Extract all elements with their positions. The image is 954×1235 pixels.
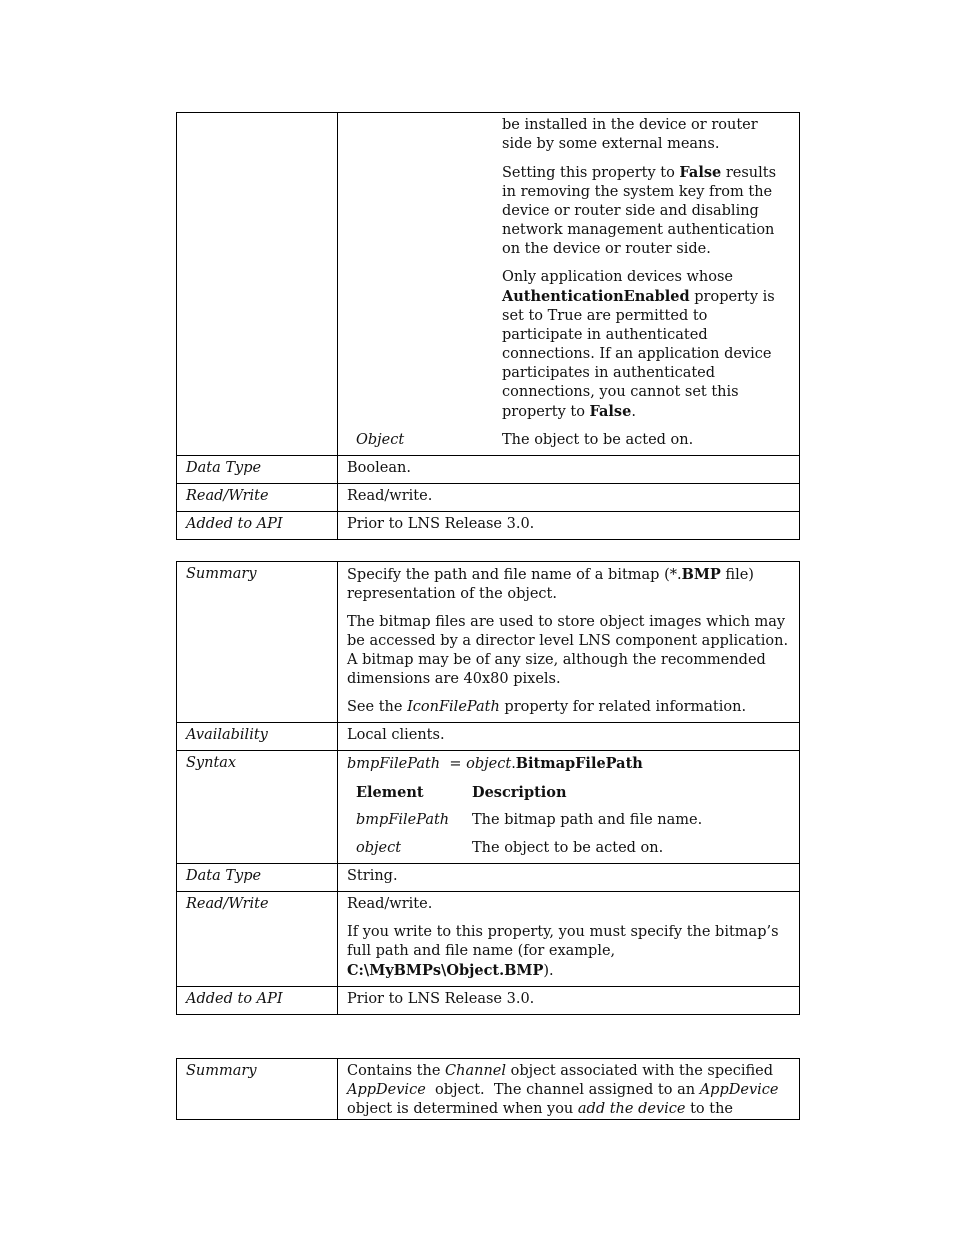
channel-property-table <box>176 1058 800 1120</box>
summary-row <box>177 1059 800 1120</box>
readwrite-label: Read/Write <box>177 484 338 512</box>
summary-label: Summary <box>177 562 338 723</box>
added-value: Prior to LNS Release 3.0. <box>338 512 800 540</box>
summary-para: Contains the Channel object associated with the specified AppDevice object. The channel assigned to an AppDevice object is determined when you add the device to the <box>347 1063 784 1117</box>
readwrite-para-1: Read/write. <box>347 896 433 912</box>
element-desc: The object to be acted on. <box>472 840 664 856</box>
readwrite-value <box>338 892 800 987</box>
added-row <box>177 512 800 540</box>
summary-para-3: See the IconFilePath property for related information. <box>347 699 747 715</box>
element-name: object <box>356 840 402 856</box>
summary-value <box>338 1059 800 1120</box>
datatype-value: String. <box>338 864 800 892</box>
readwrite-row <box>177 892 800 987</box>
datatype-row <box>177 864 800 892</box>
added-row <box>177 987 800 1015</box>
param-para-3: Only application devices whose AuthenticationEnabled property is set to True are permitted to participate in authenticated connections. If an application device participates in authenticated connections, you cannot set this property to False. <box>502 269 775 420</box>
description-header: Description <box>472 784 567 801</box>
empty-label-cell <box>177 113 338 456</box>
authentication-property-table <box>176 112 800 540</box>
syntax-value <box>338 751 800 864</box>
syntax-line: bmpFilePath = object.BitmapFilePath <box>347 755 643 772</box>
parameters-inner-table <box>347 116 790 450</box>
summary-para-1: Specify the path and file name of a bitmap (*.BMP file) representation of the object. <box>347 566 754 602</box>
added-value: Prior to LNS Release 3.0. <box>338 987 800 1015</box>
availability-label: Availability <box>177 723 338 751</box>
object-element-name: Object <box>356 432 405 448</box>
param-description <box>502 116 790 431</box>
datatype-value: Boolean. <box>338 456 800 484</box>
element-header: Element <box>356 784 424 801</box>
datatype-label: Data Type <box>177 456 338 484</box>
parameters-cell <box>338 113 800 456</box>
syntax-label: Syntax <box>177 751 338 864</box>
bitmapfilepath-property-table <box>176 561 800 1015</box>
object-element-desc: The object to be acted on. <box>502 432 694 448</box>
datatype-label: Data Type <box>177 864 338 892</box>
readwrite-value: Read/write. <box>338 484 800 512</box>
readwrite-label: Read/Write <box>177 892 338 987</box>
summary-label: Summary <box>177 1059 338 1120</box>
element-row <box>347 811 790 839</box>
syntax-row <box>177 751 800 864</box>
readwrite-row <box>177 484 800 512</box>
availability-row <box>177 723 800 751</box>
added-label: Added to API <box>177 987 338 1015</box>
param-para-1: be installed in the device or router side by some external means. <box>502 117 758 152</box>
object-element-row <box>347 431 790 450</box>
syntax-elements-table <box>347 783 790 858</box>
summary-row <box>177 562 800 723</box>
added-label: Added to API <box>177 512 338 540</box>
datatype-row <box>177 456 800 484</box>
element-row <box>347 839 790 858</box>
parameters-row <box>177 113 800 456</box>
param-para-2: Setting this property to False results in removing the system key from the device or router side and disabling network management authentication on the device or router side. <box>502 164 777 257</box>
element-name: bmpFilePath <box>356 812 450 828</box>
summary-para-2: The bitmap files are used to store object images which may be accessed by a director level LNS component application. A bitmap may be of any size, although the recommended dimensions are 40x80 pixels. <box>347 614 789 687</box>
element-desc: The bitmap path and file name. <box>472 812 703 828</box>
readwrite-para-2: If you write to this property, you must specify the bitmap’s full path and file name (for example, C:\MyBMPs\Object.BMP). <box>347 924 779 979</box>
availability-value: Local clients. <box>338 723 800 751</box>
elements-header-row <box>347 783 790 811</box>
summary-value <box>338 562 800 723</box>
